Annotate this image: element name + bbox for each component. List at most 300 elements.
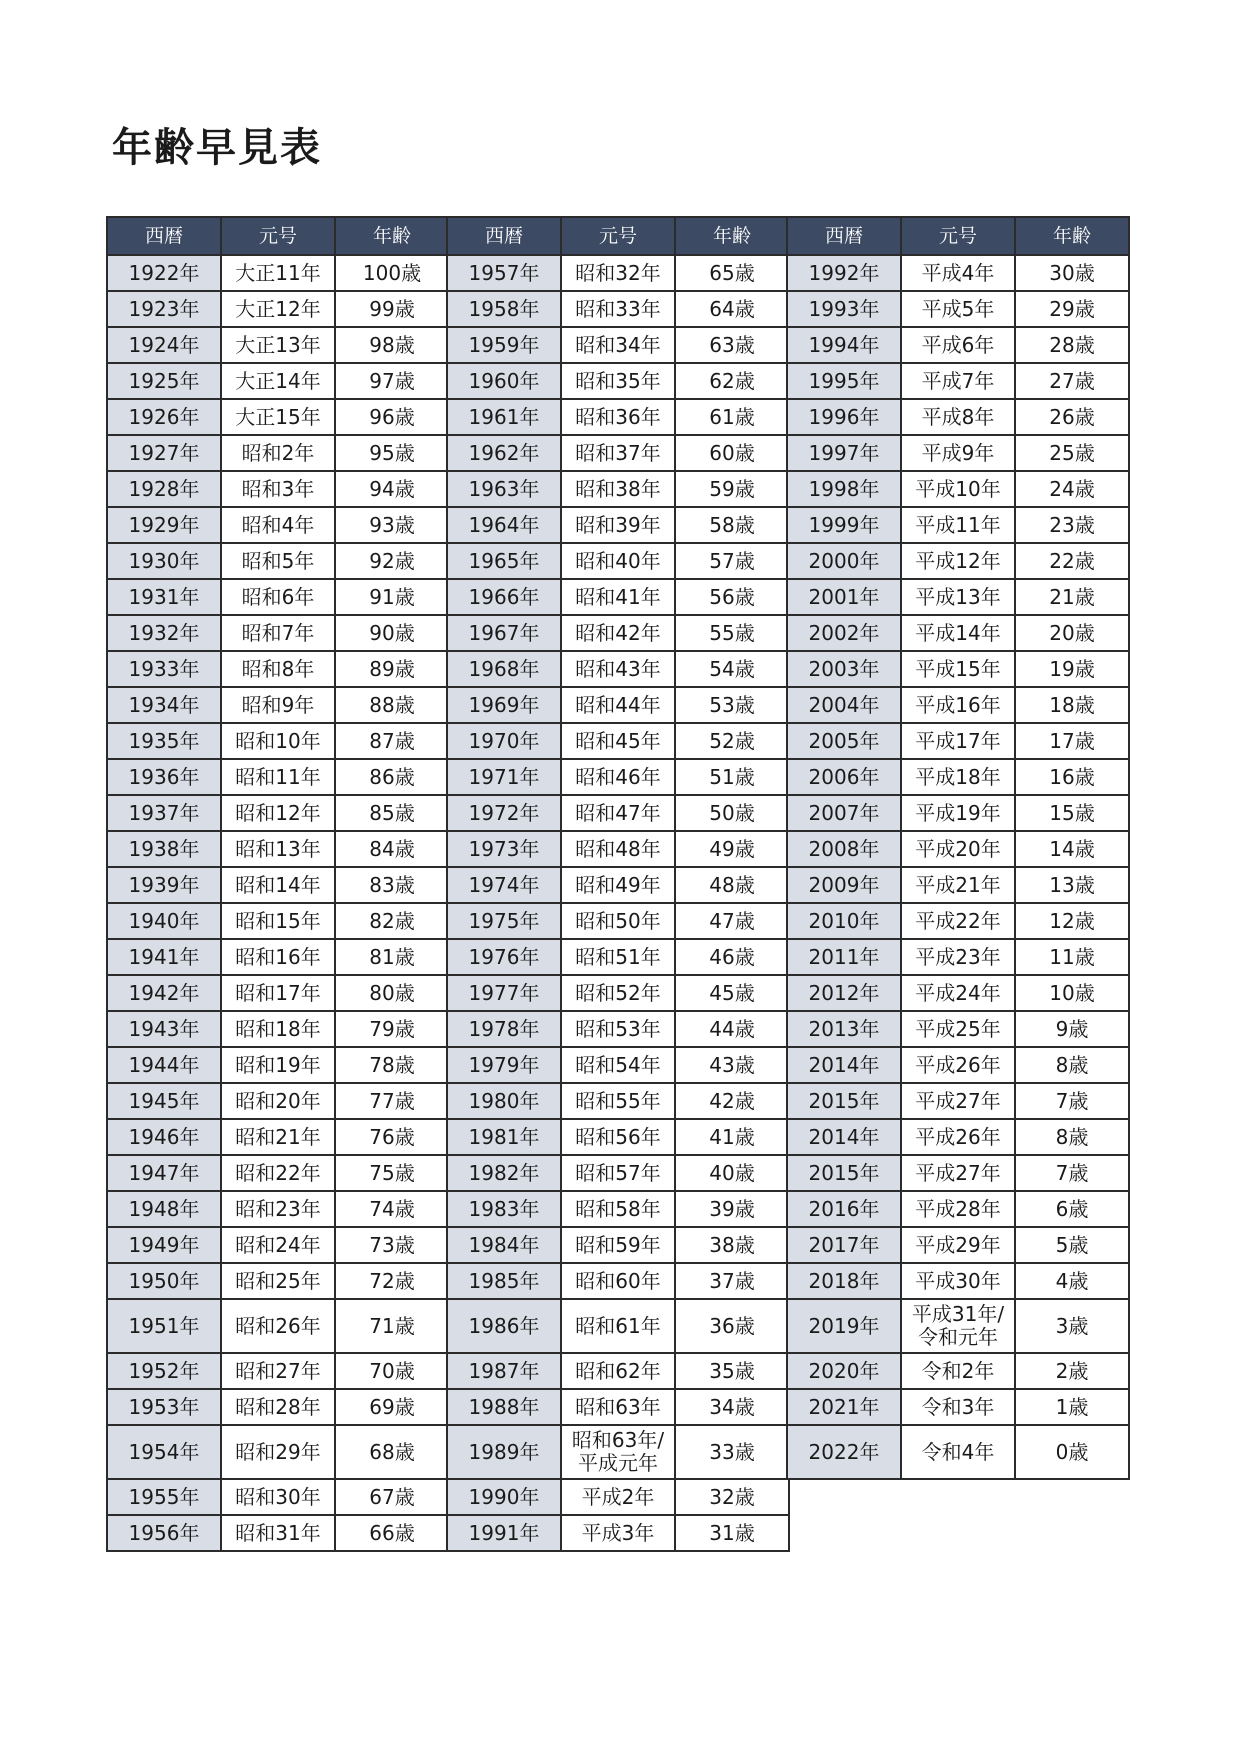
year-cell: 1956年 <box>107 1515 221 1551</box>
era-cell: 昭和28年 <box>221 1389 335 1425</box>
era-cell: 平成29年 <box>901 1227 1015 1263</box>
table-row <box>787 471 1129 507</box>
age-cell: 99歳 <box>335 291 449 327</box>
year-cell: 2000年 <box>787 543 901 579</box>
table-row <box>447 723 789 759</box>
age-cell: 35歳 <box>675 1353 789 1389</box>
table-row <box>787 1389 1129 1425</box>
age-cell: 66歳 <box>335 1515 449 1551</box>
age-cell: 46歳 <box>675 939 789 975</box>
age-cell: 44歳 <box>675 1011 789 1047</box>
era-cell: 平成21年 <box>901 867 1015 903</box>
era-cell: 平成4年 <box>901 255 1015 291</box>
year-cell: 1922年 <box>107 255 221 291</box>
year-cell: 1970年 <box>447 723 561 759</box>
year-cell: 2001年 <box>787 579 901 615</box>
age-cell: 68歳 <box>335 1425 449 1479</box>
era-cell: 昭和58年 <box>561 1191 675 1227</box>
year-cell: 2018年 <box>787 1263 901 1299</box>
table-row <box>107 759 449 795</box>
era-cell: 平成6年 <box>901 327 1015 363</box>
year-cell: 1991年 <box>447 1515 561 1551</box>
year-cell: 1927年 <box>107 435 221 471</box>
era-cell <box>901 1299 1015 1353</box>
age-cell: 23歳 <box>1015 507 1129 543</box>
era-cell: 平成26年 <box>901 1047 1015 1083</box>
table-row <box>787 399 1129 435</box>
era-cell: 昭和14年 <box>221 867 335 903</box>
age-cell: 54歳 <box>675 651 789 687</box>
era-cell: 平成28年 <box>901 1191 1015 1227</box>
table-row <box>447 1263 789 1299</box>
age-cell: 41歳 <box>675 1119 789 1155</box>
age-cell: 36歳 <box>675 1299 789 1353</box>
age-cell: 8歳 <box>1015 1047 1129 1083</box>
table-row <box>787 831 1129 867</box>
table-row <box>447 1155 789 1191</box>
era-cell: 平成19年 <box>901 795 1015 831</box>
table-row <box>107 1299 449 1353</box>
age-cell: 0歳 <box>1015 1425 1129 1479</box>
year-cell: 1968年 <box>447 651 561 687</box>
table-row <box>107 1353 449 1389</box>
age-cell: 20歳 <box>1015 615 1129 651</box>
era-cell: 昭和55年 <box>561 1083 675 1119</box>
table-row <box>787 1083 1129 1119</box>
year-cell: 1926年 <box>107 399 221 435</box>
year-cell: 1964年 <box>447 507 561 543</box>
age-cell: 47歳 <box>675 903 789 939</box>
era-cell: 昭和62年 <box>561 1353 675 1389</box>
year-cell: 2003年 <box>787 651 901 687</box>
age-cell: 79歳 <box>335 1011 449 1047</box>
era-cell: 昭和63年 <box>561 1389 675 1425</box>
year-cell: 2017年 <box>787 1227 901 1263</box>
era-cell: 昭和7年 <box>221 615 335 651</box>
year-cell: 1967年 <box>447 615 561 651</box>
age-cell: 60歳 <box>675 435 789 471</box>
era-cell: 平成12年 <box>901 543 1015 579</box>
year-cell: 1936年 <box>107 759 221 795</box>
age-cell: 69歳 <box>335 1389 449 1425</box>
table-row <box>107 543 449 579</box>
table-row <box>107 579 449 615</box>
era-cell: 昭和38年 <box>561 471 675 507</box>
era-cell: 昭和5年 <box>221 543 335 579</box>
table-row <box>787 1011 1129 1047</box>
table-row <box>787 1299 1129 1353</box>
table-row <box>447 1011 789 1047</box>
table-row <box>787 975 1129 1011</box>
era-cell: 令和4年 <box>901 1425 1015 1479</box>
year-cell: 1959年 <box>447 327 561 363</box>
age-cell: 75歳 <box>335 1155 449 1191</box>
table-row <box>787 759 1129 795</box>
age-cell: 61歳 <box>675 399 789 435</box>
age-cell: 30歳 <box>1015 255 1129 291</box>
year-cell: 1941年 <box>107 939 221 975</box>
year-cell: 1924年 <box>107 327 221 363</box>
age-cell: 57歳 <box>675 543 789 579</box>
era-cell: 昭和31年 <box>221 1515 335 1551</box>
year-cell: 1972年 <box>447 795 561 831</box>
table-row <box>107 1479 449 1515</box>
header-year: 西暦 <box>787 217 901 255</box>
age-cell: 50歳 <box>675 795 789 831</box>
age-cell: 90歳 <box>335 615 449 651</box>
era-cell: 平成23年 <box>901 939 1015 975</box>
table-row <box>787 723 1129 759</box>
age-cell: 82歳 <box>335 903 449 939</box>
table-row <box>107 1425 449 1479</box>
era-cell: 昭和24年 <box>221 1227 335 1263</box>
year-cell: 1987年 <box>447 1353 561 1389</box>
age-cell: 53歳 <box>675 687 789 723</box>
year-cell: 2012年 <box>787 975 901 1011</box>
table-row <box>787 651 1129 687</box>
table-row <box>107 471 449 507</box>
year-cell: 1935年 <box>107 723 221 759</box>
year-cell: 2011年 <box>787 939 901 975</box>
year-cell: 1993年 <box>787 291 901 327</box>
era-cell: 昭和2年 <box>221 435 335 471</box>
age-cell: 40歳 <box>675 1155 789 1191</box>
age-cell: 70歳 <box>335 1353 449 1389</box>
table-row <box>107 435 449 471</box>
year-cell: 1985年 <box>447 1263 561 1299</box>
era-cell: 昭和16年 <box>221 939 335 975</box>
age-cell: 3歳 <box>1015 1299 1129 1353</box>
table-row <box>107 831 449 867</box>
table-row <box>787 1227 1129 1263</box>
era-cell: 大正15年 <box>221 399 335 435</box>
table-row <box>787 615 1129 651</box>
age-cell: 62歳 <box>675 363 789 399</box>
era-cell: 平成3年 <box>561 1515 675 1551</box>
age-cell: 89歳 <box>335 651 449 687</box>
era-cell: 昭和19年 <box>221 1047 335 1083</box>
age-cell: 92歳 <box>335 543 449 579</box>
age-cell: 13歳 <box>1015 867 1129 903</box>
age-cell: 63歳 <box>675 327 789 363</box>
era-cell: 平成24年 <box>901 975 1015 1011</box>
table-row <box>107 1155 449 1191</box>
age-cell: 43歳 <box>675 1047 789 1083</box>
era-cell: 昭和33年 <box>561 291 675 327</box>
year-cell: 1975年 <box>447 903 561 939</box>
age-cell: 96歳 <box>335 399 449 435</box>
age-cell: 74歳 <box>335 1191 449 1227</box>
era-cell: 昭和56年 <box>561 1119 675 1155</box>
header-year: 西暦 <box>447 217 561 255</box>
era-cell: 昭和36年 <box>561 399 675 435</box>
era-cell: 平成26年 <box>901 1119 1015 1155</box>
era-cell: 平成7年 <box>901 363 1015 399</box>
age-cell: 9歳 <box>1015 1011 1129 1047</box>
year-cell: 1979年 <box>447 1047 561 1083</box>
era-cell: 昭和50年 <box>561 903 675 939</box>
era-cell: 昭和43年 <box>561 651 675 687</box>
age-cell: 25歳 <box>1015 435 1129 471</box>
year-cell: 1999年 <box>787 507 901 543</box>
table-row <box>447 291 789 327</box>
table-row <box>107 615 449 651</box>
era-cell: 平成22年 <box>901 903 1015 939</box>
year-cell: 2006年 <box>787 759 901 795</box>
era-cell: 昭和41年 <box>561 579 675 615</box>
table-row <box>107 687 449 723</box>
age-cell: 10歳 <box>1015 975 1129 1011</box>
year-cell: 2019年 <box>787 1299 901 1353</box>
year-cell: 1969年 <box>447 687 561 723</box>
table-row <box>447 1425 789 1479</box>
age-table-block-3 <box>786 216 1130 1480</box>
age-cell: 19歳 <box>1015 651 1129 687</box>
year-cell: 1963年 <box>447 471 561 507</box>
year-cell: 2004年 <box>787 687 901 723</box>
year-cell: 1958年 <box>447 291 561 327</box>
year-cell: 1938年 <box>107 831 221 867</box>
year-cell: 1981年 <box>447 1119 561 1155</box>
year-cell: 2008年 <box>787 831 901 867</box>
age-cell: 76歳 <box>335 1119 449 1155</box>
era-line-2: 平成元年 <box>578 1451 658 1475</box>
year-cell: 2022年 <box>787 1425 901 1479</box>
era-cell: 昭和15年 <box>221 903 335 939</box>
table-row <box>447 399 789 435</box>
age-cell: 26歳 <box>1015 399 1129 435</box>
era-cell: 昭和26年 <box>221 1299 335 1353</box>
table-row <box>787 543 1129 579</box>
age-cell: 64歳 <box>675 291 789 327</box>
table-row <box>107 1389 449 1425</box>
table-row <box>107 327 449 363</box>
year-cell: 1932年 <box>107 615 221 651</box>
age-cell: 37歳 <box>675 1263 789 1299</box>
era-cell: 昭和61年 <box>561 1299 675 1353</box>
page-title: 年齢早見表 <box>112 125 322 171</box>
era-cell <box>561 1425 675 1479</box>
age-cell: 95歳 <box>335 435 449 471</box>
year-cell: 1923年 <box>107 291 221 327</box>
table-row <box>107 399 449 435</box>
age-cell: 21歳 <box>1015 579 1129 615</box>
header-era: 元号 <box>221 217 335 255</box>
year-cell: 2021年 <box>787 1389 901 1425</box>
year-cell: 1946年 <box>107 1119 221 1155</box>
year-cell: 1996年 <box>787 399 901 435</box>
year-cell: 2002年 <box>787 615 901 651</box>
era-cell: 平成2年 <box>561 1479 675 1515</box>
age-cell: 32歳 <box>675 1479 789 1515</box>
year-cell: 1930年 <box>107 543 221 579</box>
age-cell: 65歳 <box>675 255 789 291</box>
age-cell: 91歳 <box>335 579 449 615</box>
era-cell: 昭和10年 <box>221 723 335 759</box>
era-cell: 平成10年 <box>901 471 1015 507</box>
age-cell: 24歳 <box>1015 471 1129 507</box>
era-cell: 昭和34年 <box>561 327 675 363</box>
table-row <box>447 543 789 579</box>
year-cell: 1998年 <box>787 471 901 507</box>
table-row <box>787 1119 1129 1155</box>
table-row <box>447 1191 789 1227</box>
table-row <box>107 1263 449 1299</box>
era-cell: 令和2年 <box>901 1353 1015 1389</box>
table-row <box>787 1353 1129 1389</box>
table-row <box>447 1353 789 1389</box>
year-cell: 1990年 <box>447 1479 561 1515</box>
age-cell: 11歳 <box>1015 939 1129 975</box>
table-row <box>107 291 449 327</box>
header-row <box>107 217 449 255</box>
era-cell: 平成18年 <box>901 759 1015 795</box>
table-row <box>107 723 449 759</box>
era-cell: 大正11年 <box>221 255 335 291</box>
table-row <box>787 867 1129 903</box>
era-cell: 昭和42年 <box>561 615 675 651</box>
age-cell: 100歳 <box>335 255 449 291</box>
era-cell: 平成13年 <box>901 579 1015 615</box>
age-cell: 77歳 <box>335 1083 449 1119</box>
year-cell: 1925年 <box>107 363 221 399</box>
year-cell: 1942年 <box>107 975 221 1011</box>
age-cell: 15歳 <box>1015 795 1129 831</box>
age-cell: 6歳 <box>1015 1191 1129 1227</box>
era-cell: 昭和21年 <box>221 1119 335 1155</box>
table-row <box>447 327 789 363</box>
year-cell: 2010年 <box>787 903 901 939</box>
table-row <box>107 795 449 831</box>
table-row <box>447 1083 789 1119</box>
age-table-block-2 <box>446 216 790 1552</box>
era-cell: 大正12年 <box>221 291 335 327</box>
age-cell: 72歳 <box>335 1263 449 1299</box>
table-row <box>107 975 449 1011</box>
year-cell: 1954年 <box>107 1425 221 1479</box>
era-cell: 昭和40年 <box>561 543 675 579</box>
age-cell: 93歳 <box>335 507 449 543</box>
era-cell: 昭和27年 <box>221 1353 335 1389</box>
table-row <box>107 939 449 975</box>
era-cell: 昭和45年 <box>561 723 675 759</box>
era-cell: 昭和57年 <box>561 1155 675 1191</box>
age-cell: 5歳 <box>1015 1227 1129 1263</box>
year-cell: 1961年 <box>447 399 561 435</box>
era-cell: 大正13年 <box>221 327 335 363</box>
era-cell: 昭和17年 <box>221 975 335 1011</box>
age-cell: 94歳 <box>335 471 449 507</box>
table-row <box>447 795 789 831</box>
table-row <box>447 579 789 615</box>
table-row <box>447 363 789 399</box>
table-row <box>787 255 1129 291</box>
age-cell: 71歳 <box>335 1299 449 1353</box>
table-row <box>447 471 789 507</box>
header-row <box>787 217 1129 255</box>
year-cell: 1982年 <box>447 1155 561 1191</box>
year-cell: 1949年 <box>107 1227 221 1263</box>
table-row <box>447 1119 789 1155</box>
year-cell: 1984年 <box>447 1227 561 1263</box>
age-cell: 14歳 <box>1015 831 1129 867</box>
era-cell: 平成25年 <box>901 1011 1015 1047</box>
age-cell: 31歳 <box>675 1515 789 1551</box>
era-cell: 平成30年 <box>901 1263 1015 1299</box>
age-cell: 88歳 <box>335 687 449 723</box>
era-cell: 昭和53年 <box>561 1011 675 1047</box>
year-cell: 1994年 <box>787 327 901 363</box>
era-cell: 平成16年 <box>901 687 1015 723</box>
era-cell: 昭和46年 <box>561 759 675 795</box>
age-cell: 97歳 <box>335 363 449 399</box>
table-row <box>447 687 789 723</box>
table-row <box>787 327 1129 363</box>
age-cell: 52歳 <box>675 723 789 759</box>
age-cell: 29歳 <box>1015 291 1129 327</box>
table-row <box>107 1119 449 1155</box>
year-cell: 1977年 <box>447 975 561 1011</box>
age-cell: 17歳 <box>1015 723 1129 759</box>
year-cell: 2015年 <box>787 1083 901 1119</box>
year-cell: 2009年 <box>787 867 901 903</box>
table-row <box>787 507 1129 543</box>
header-row <box>447 217 789 255</box>
table-row <box>447 1227 789 1263</box>
age-cell: 81歳 <box>335 939 449 975</box>
age-cell: 39歳 <box>675 1191 789 1227</box>
era-cell: 昭和32年 <box>561 255 675 291</box>
table-row <box>447 615 789 651</box>
era-cell: 昭和29年 <box>221 1425 335 1479</box>
era-cell: 昭和52年 <box>561 975 675 1011</box>
table-row <box>787 1191 1129 1227</box>
era-cell: 昭和44年 <box>561 687 675 723</box>
era-cell: 昭和59年 <box>561 1227 675 1263</box>
table-row <box>787 1425 1129 1479</box>
year-cell: 1971年 <box>447 759 561 795</box>
age-cell: 55歳 <box>675 615 789 651</box>
era-cell: 昭和8年 <box>221 651 335 687</box>
table-row <box>447 1515 789 1551</box>
table-row <box>107 903 449 939</box>
era-cell: 平成14年 <box>901 615 1015 651</box>
year-cell: 2007年 <box>787 795 901 831</box>
year-cell: 2013年 <box>787 1011 901 1047</box>
age-cell: 28歳 <box>1015 327 1129 363</box>
age-cell: 84歳 <box>335 831 449 867</box>
table-row <box>107 1227 449 1263</box>
header-age: 年齢 <box>675 217 789 255</box>
table-row <box>107 507 449 543</box>
age-cell: 56歳 <box>675 579 789 615</box>
table-row <box>447 1299 789 1353</box>
table-row <box>447 975 789 1011</box>
age-cell: 87歳 <box>335 723 449 759</box>
era-cell: 昭和47年 <box>561 795 675 831</box>
year-cell: 1973年 <box>447 831 561 867</box>
age-cell: 42歳 <box>675 1083 789 1119</box>
header-age: 年齢 <box>335 217 449 255</box>
era-cell: 昭和30年 <box>221 1479 335 1515</box>
table-row <box>447 651 789 687</box>
era-cell: 昭和51年 <box>561 939 675 975</box>
header-era: 元号 <box>561 217 675 255</box>
age-cell: 16歳 <box>1015 759 1129 795</box>
table-row <box>787 579 1129 615</box>
era-line-1: 平成31年/ <box>911 1302 1005 1326</box>
era-cell: 昭和22年 <box>221 1155 335 1191</box>
